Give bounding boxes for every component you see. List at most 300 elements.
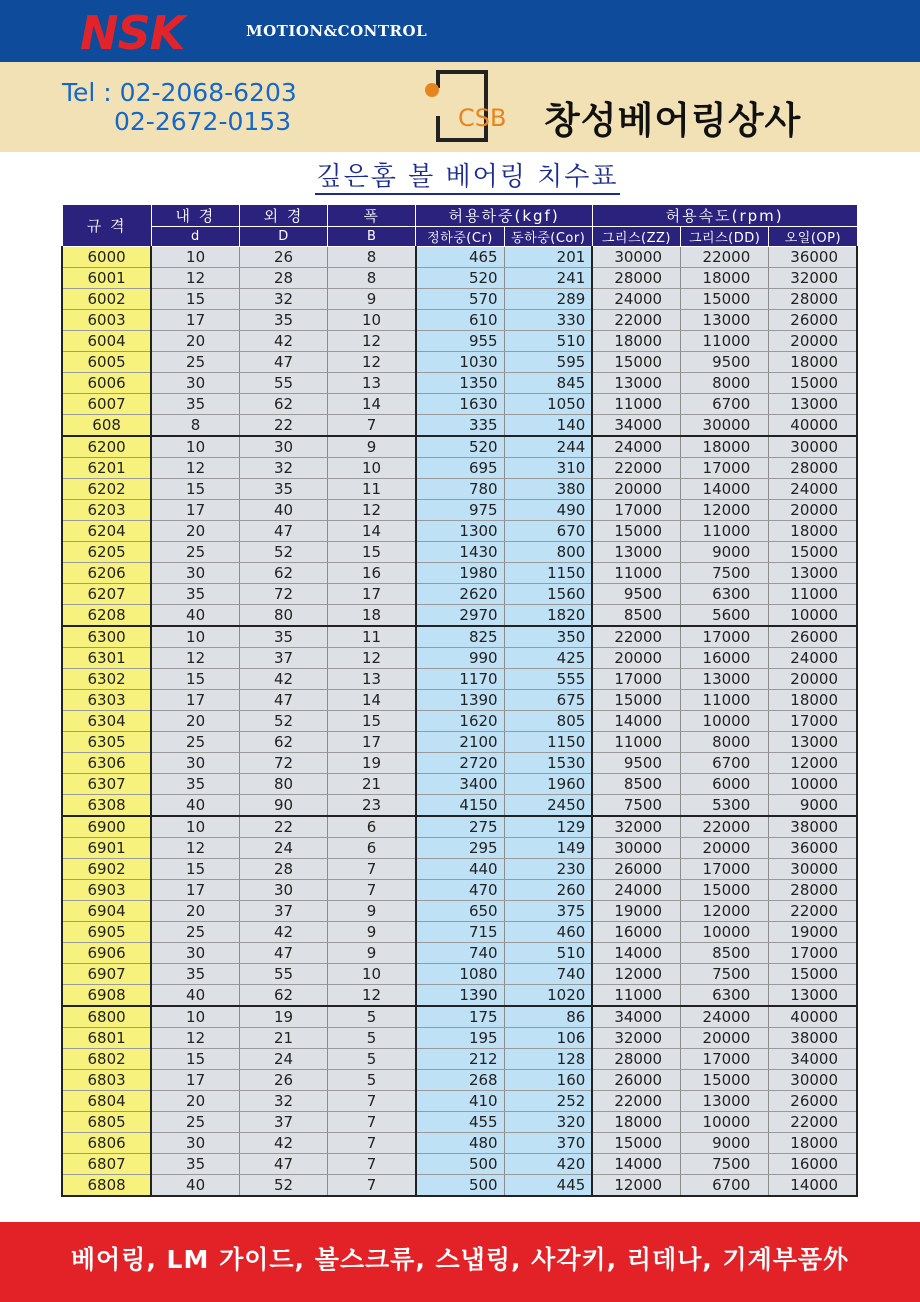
- table-cell: 26000: [769, 1091, 857, 1112]
- table-cell: 25: [151, 542, 239, 563]
- table-cell: 6203: [62, 500, 151, 521]
- table-cell: 460: [504, 922, 592, 943]
- table-cell: 47: [239, 690, 327, 711]
- table-row: [62, 436, 857, 458]
- table-row: [62, 373, 857, 394]
- table-row: [62, 247, 857, 268]
- table-cell: 20: [151, 901, 239, 922]
- table-cell: 15000: [592, 521, 680, 542]
- table-cell: 6002: [62, 289, 151, 310]
- table-cell: 13000: [769, 985, 857, 1007]
- table-cell: 18000: [769, 1133, 857, 1154]
- table-cell: 35: [151, 1154, 239, 1175]
- table-cell: 8: [328, 268, 416, 289]
- table-cell: 35: [151, 774, 239, 795]
- table-cell: 14000: [592, 943, 680, 964]
- table-cell: 13000: [769, 394, 857, 415]
- bearing-dimension-table: [61, 204, 858, 1197]
- table-cell: 34000: [592, 1006, 680, 1028]
- table-cell: 1530: [504, 753, 592, 774]
- table-cell: 6000: [681, 774, 769, 795]
- table-cell: 520: [416, 268, 504, 289]
- page-title-text: 깊은홈 볼 베어링 치수표: [315, 162, 621, 195]
- table-cell: 15000: [681, 289, 769, 310]
- table-cell: 7500: [592, 795, 680, 817]
- table-cell: 1820: [504, 605, 592, 627]
- table-cell: 6305: [62, 732, 151, 753]
- table-cell: 6003: [62, 310, 151, 331]
- table-cell: 6304: [62, 711, 151, 732]
- table-cell: 1170: [416, 669, 504, 690]
- table-cell: 230: [504, 859, 592, 880]
- table-cell: 160: [504, 1070, 592, 1091]
- table-cell: 670: [504, 521, 592, 542]
- table-cell: 14: [328, 394, 416, 415]
- table-cell: 26000: [592, 1070, 680, 1091]
- table-cell: 175: [416, 1006, 504, 1028]
- table-cell: 13000: [681, 310, 769, 331]
- table-cell: 17: [151, 500, 239, 521]
- table-row: [62, 500, 857, 521]
- table-cell: 7: [328, 1133, 416, 1154]
- table-cell: 19000: [769, 922, 857, 943]
- table-cell: 1350: [416, 373, 504, 394]
- table-cell: 7: [328, 415, 416, 437]
- table-row: [62, 331, 857, 352]
- table-cell: 1960: [504, 774, 592, 795]
- table-cell: 15000: [769, 542, 857, 563]
- table-cell: 1030: [416, 352, 504, 373]
- table-row: [62, 268, 857, 289]
- table-cell: 12: [328, 648, 416, 669]
- table-row: [62, 1091, 857, 1112]
- table-cell: 6806: [62, 1133, 151, 1154]
- table-cell: 32000: [592, 1028, 680, 1049]
- table-cell: 26000: [769, 626, 857, 648]
- table-cell: 24000: [769, 648, 857, 669]
- phone-line-1: Tel : 02-2068-6203: [62, 78, 297, 107]
- table-cell: 1560: [504, 584, 592, 605]
- table-cell: 6903: [62, 880, 151, 901]
- table-cell: 18000: [592, 331, 680, 352]
- table-cell: 18000: [769, 690, 857, 711]
- table-cell: 6308: [62, 795, 151, 817]
- header-cor: 동하중(Cor): [504, 227, 592, 247]
- table-cell: 52: [239, 1175, 327, 1197]
- table-cell: 86: [504, 1006, 592, 1028]
- table-cell: 1630: [416, 394, 504, 415]
- table-cell: 20000: [592, 648, 680, 669]
- table-cell: 6004: [62, 331, 151, 352]
- table-cell: 8500: [592, 605, 680, 627]
- table-cell: 6307: [62, 774, 151, 795]
- table-cell: 11: [328, 626, 416, 648]
- table-cell: 6905: [62, 922, 151, 943]
- table-cell: 510: [504, 943, 592, 964]
- table-cell: 9: [328, 922, 416, 943]
- table-cell: 30: [239, 436, 327, 458]
- table-cell: 9000: [681, 1133, 769, 1154]
- table-cell: 4150: [416, 795, 504, 817]
- table-cell: 241: [504, 268, 592, 289]
- table-cell: 35: [151, 964, 239, 985]
- table-cell: 22000: [592, 458, 680, 479]
- table-cell: 22000: [592, 626, 680, 648]
- table-cell: 9500: [681, 352, 769, 373]
- table-cell: 6: [328, 838, 416, 859]
- table-cell: 40000: [769, 1006, 857, 1028]
- table-cell: 32000: [592, 816, 680, 838]
- table-cell: 10: [151, 816, 239, 838]
- table-cell: 11000: [681, 521, 769, 542]
- table-row: [62, 795, 857, 817]
- table-cell: 37: [239, 901, 327, 922]
- table-cell: 12: [328, 352, 416, 373]
- table-cell: 40: [151, 605, 239, 627]
- table-cell: 30: [151, 1133, 239, 1154]
- table-cell: 52: [239, 542, 327, 563]
- table-cell: 20000: [769, 500, 857, 521]
- table-cell: 1430: [416, 542, 504, 563]
- table-cell: 1080: [416, 964, 504, 985]
- table-cell: 2450: [504, 795, 592, 817]
- table-cell: 80: [239, 605, 327, 627]
- table-cell: 32: [239, 458, 327, 479]
- table-row: [62, 1154, 857, 1175]
- table-cell: 21: [239, 1028, 327, 1049]
- table-row: [62, 669, 857, 690]
- table-cell: 10: [328, 310, 416, 331]
- table-cell: 15000: [769, 373, 857, 394]
- table-cell: 6804: [62, 1091, 151, 1112]
- table-cell: 140: [504, 415, 592, 437]
- table-cell: 30000: [681, 415, 769, 437]
- table-cell: 10: [151, 436, 239, 458]
- table-cell: 13: [328, 669, 416, 690]
- table-row: [62, 542, 857, 563]
- table-cell: 780: [416, 479, 504, 500]
- table-cell: 10000: [681, 1112, 769, 1133]
- table-cell: 608: [62, 415, 151, 437]
- header-op: 오일(OP): [769, 227, 857, 247]
- table-cell: 650: [416, 901, 504, 922]
- table-cell: 149: [504, 838, 592, 859]
- table-cell: 20000: [769, 669, 857, 690]
- table-row: [62, 352, 857, 373]
- table-cell: 26000: [769, 310, 857, 331]
- table-cell: 30000: [769, 1070, 857, 1091]
- table-cell: 34000: [769, 1049, 857, 1070]
- table-cell: 10000: [681, 711, 769, 732]
- table-cell: 6306: [62, 753, 151, 774]
- table-cell: 17: [151, 310, 239, 331]
- table-row: [62, 1175, 857, 1197]
- table-cell: 12: [151, 458, 239, 479]
- table-cell: 445: [504, 1175, 592, 1197]
- table-cell: 28000: [592, 1049, 680, 1070]
- table-cell: 6906: [62, 943, 151, 964]
- table-cell: 15000: [592, 352, 680, 373]
- header-zz: 그리스(ZZ): [592, 227, 680, 247]
- table-cell: 6803: [62, 1070, 151, 1091]
- table-cell: 6805: [62, 1112, 151, 1133]
- table-cell: 18: [328, 605, 416, 627]
- table-cell: 6301: [62, 648, 151, 669]
- table-cell: 80: [239, 774, 327, 795]
- header-width: 폭: [328, 205, 416, 227]
- table-cell: 17000: [681, 859, 769, 880]
- table-cell: 201: [504, 247, 592, 268]
- table-cell: 6300: [681, 584, 769, 605]
- table-cell: 8500: [592, 774, 680, 795]
- table-cell: 18000: [769, 521, 857, 542]
- table-cell: 55: [239, 964, 327, 985]
- phone-numbers: [62, 78, 297, 136]
- table-cell: 38000: [769, 1028, 857, 1049]
- table-cell: 20000: [769, 331, 857, 352]
- table-cell: 28000: [769, 458, 857, 479]
- table-cell: 480: [416, 1133, 504, 1154]
- table-cell: 9: [328, 943, 416, 964]
- table-cell: 106: [504, 1028, 592, 1049]
- table-cell: 36000: [769, 838, 857, 859]
- table-cell: 425: [504, 648, 592, 669]
- table-cell: 6901: [62, 838, 151, 859]
- table-cell: 14000: [592, 1154, 680, 1175]
- table-cell: 8: [328, 247, 416, 268]
- table-cell: 20: [151, 521, 239, 542]
- table-cell: 6700: [681, 753, 769, 774]
- table-row: [62, 901, 857, 922]
- table-cell: 6207: [62, 584, 151, 605]
- table-row: [62, 690, 857, 711]
- table-cell: 22000: [592, 310, 680, 331]
- table-cell: 14: [328, 521, 416, 542]
- table-cell: 18000: [681, 268, 769, 289]
- table-cell: 11000: [681, 331, 769, 352]
- table-cell: 30000: [592, 247, 680, 268]
- table-cell: 6700: [681, 394, 769, 415]
- table-row: [62, 1028, 857, 1049]
- table-cell: 12: [328, 985, 416, 1007]
- table-row: [62, 922, 857, 943]
- table-cell: 17000: [681, 1049, 769, 1070]
- table-cell: 23: [328, 795, 416, 817]
- table-cell: 9: [328, 901, 416, 922]
- table-cell: 6303: [62, 690, 151, 711]
- table-cell: 7: [328, 880, 416, 901]
- table-cell: 35: [151, 584, 239, 605]
- table-cell: 7500: [681, 964, 769, 985]
- table-cell: 9: [328, 436, 416, 458]
- table-cell: 19: [328, 753, 416, 774]
- table-cell: 12: [151, 268, 239, 289]
- table-cell: 6904: [62, 901, 151, 922]
- table-cell: 295: [416, 838, 504, 859]
- table-cell: 6201: [62, 458, 151, 479]
- table-row: [62, 1049, 857, 1070]
- table-cell: 6300: [681, 985, 769, 1007]
- header-outer-diameter: 외 경: [239, 205, 327, 227]
- table-cell: 7: [328, 1091, 416, 1112]
- table-cell: 30: [239, 880, 327, 901]
- table-cell: 30: [151, 373, 239, 394]
- table-cell: 13: [328, 373, 416, 394]
- table-cell: 18000: [681, 436, 769, 458]
- table-cell: 30: [151, 563, 239, 584]
- table-cell: 11: [328, 479, 416, 500]
- company-name: 창성베어링상사: [544, 99, 802, 142]
- header-model: 규 격: [62, 205, 151, 247]
- table-cell: 20000: [681, 838, 769, 859]
- table-row: [62, 648, 857, 669]
- table-cell: 17000: [592, 500, 680, 521]
- table-cell: 310: [504, 458, 592, 479]
- table-cell: 24: [239, 1049, 327, 1070]
- table-cell: 8000: [681, 732, 769, 753]
- table-cell: 47: [239, 521, 327, 542]
- table-cell: 375: [504, 901, 592, 922]
- table-row: [62, 415, 857, 437]
- table-cell: 32000: [769, 268, 857, 289]
- table-cell: 1050: [504, 394, 592, 415]
- table-cell: 11000: [592, 394, 680, 415]
- table-cell: 15: [151, 1049, 239, 1070]
- table-cell: 35: [239, 626, 327, 648]
- table-cell: 990: [416, 648, 504, 669]
- table-cell: 275: [416, 816, 504, 838]
- table-cell: 13000: [681, 1091, 769, 1112]
- table-cell: 40000: [769, 415, 857, 437]
- table-cell: 17: [151, 690, 239, 711]
- table-cell: 14000: [769, 1175, 857, 1197]
- table-cell: 5: [328, 1070, 416, 1091]
- table-cell: 510: [504, 331, 592, 352]
- table-cell: 12000: [769, 753, 857, 774]
- table-row: [62, 1006, 857, 1028]
- table-cell: 6205: [62, 542, 151, 563]
- table-cell: 500: [416, 1175, 504, 1197]
- table-cell: 6908: [62, 985, 151, 1007]
- table-cell: 335: [416, 415, 504, 437]
- table-cell: 11000: [592, 732, 680, 753]
- table-cell: 500: [416, 1154, 504, 1175]
- logo-text: CSB: [458, 104, 507, 132]
- table-cell: 16: [328, 563, 416, 584]
- table-cell: 28000: [592, 268, 680, 289]
- header-D: D: [239, 227, 327, 247]
- table-cell: 212: [416, 1049, 504, 1070]
- table-cell: 30000: [592, 838, 680, 859]
- table-cell: 6200: [62, 436, 151, 458]
- table-cell: 6300: [62, 626, 151, 648]
- table-cell: 2720: [416, 753, 504, 774]
- table-cell: 18000: [592, 1112, 680, 1133]
- page-title: [0, 156, 920, 193]
- table-cell: 380: [504, 479, 592, 500]
- table-cell: 42: [239, 1133, 327, 1154]
- table-row: [62, 816, 857, 838]
- table-cell: 15000: [592, 1133, 680, 1154]
- table-cell: 805: [504, 711, 592, 732]
- table-cell: 455: [416, 1112, 504, 1133]
- table-cell: 6801: [62, 1028, 151, 1049]
- table-cell: 30000: [769, 436, 857, 458]
- table-cell: 10000: [769, 774, 857, 795]
- table-cell: 6700: [681, 1175, 769, 1197]
- header-allowable-speed: 허용속도(rpm): [592, 205, 857, 227]
- table-cell: 975: [416, 500, 504, 521]
- table-cell: 62: [239, 563, 327, 584]
- table-cell: 22000: [592, 1091, 680, 1112]
- table-cell: 570: [416, 289, 504, 310]
- table-cell: 5: [328, 1006, 416, 1028]
- table-cell: 17000: [681, 458, 769, 479]
- table-cell: 8000: [681, 373, 769, 394]
- table-row: [62, 985, 857, 1007]
- table-cell: 36000: [769, 247, 857, 268]
- table-cell: 40: [151, 1175, 239, 1197]
- table-cell: 15000: [681, 880, 769, 901]
- table-row: [62, 711, 857, 732]
- table-cell: 38000: [769, 816, 857, 838]
- table-cell: 715: [416, 922, 504, 943]
- table-cell: 6302: [62, 669, 151, 690]
- table-cell: 12: [328, 331, 416, 352]
- table-cell: 9500: [592, 584, 680, 605]
- table-cell: 22: [239, 816, 327, 838]
- brand-logo: NSK: [80, 6, 185, 60]
- table-cell: 128: [504, 1049, 592, 1070]
- table-cell: 6007: [62, 394, 151, 415]
- table-cell: 1390: [416, 985, 504, 1007]
- table-cell: 62: [239, 732, 327, 753]
- table-cell: 90: [239, 795, 327, 817]
- table-cell: 675: [504, 690, 592, 711]
- table-cell: 25: [151, 922, 239, 943]
- table-cell: 24000: [681, 1006, 769, 1028]
- table-cell: 19: [239, 1006, 327, 1028]
- table-cell: 11000: [681, 690, 769, 711]
- table-cell: 7500: [681, 1154, 769, 1175]
- table-row: [62, 584, 857, 605]
- table-cell: 268: [416, 1070, 504, 1091]
- table-cell: 6802: [62, 1049, 151, 1070]
- table-cell: 6907: [62, 964, 151, 985]
- table-cell: 610: [416, 310, 504, 331]
- table-cell: 410: [416, 1091, 504, 1112]
- brand-tagline: MOTION&CONTROL: [246, 22, 428, 40]
- table-cell: 12: [151, 648, 239, 669]
- table-cell: 7: [328, 1154, 416, 1175]
- footer-products: 베어링, LM 가이드, 볼스크류, 스냅링, 사각키, 리데나, 기계부품外: [70, 1245, 850, 1274]
- table-cell: 17000: [592, 669, 680, 690]
- table-cell: 12: [151, 1028, 239, 1049]
- table-cell: 16000: [592, 922, 680, 943]
- table-cell: 15000: [681, 1070, 769, 1091]
- table-cell: 420: [504, 1154, 592, 1175]
- header-dd: 그리스(DD): [681, 227, 769, 247]
- table-cell: 2970: [416, 605, 504, 627]
- table-cell: 11000: [769, 584, 857, 605]
- table-cell: 9000: [769, 795, 857, 817]
- table-cell: 19000: [592, 901, 680, 922]
- table-cell: 24: [239, 838, 327, 859]
- table-cell: 6902: [62, 859, 151, 880]
- table-cell: 1150: [504, 732, 592, 753]
- table-row: [62, 394, 857, 415]
- table-cell: 42: [239, 669, 327, 690]
